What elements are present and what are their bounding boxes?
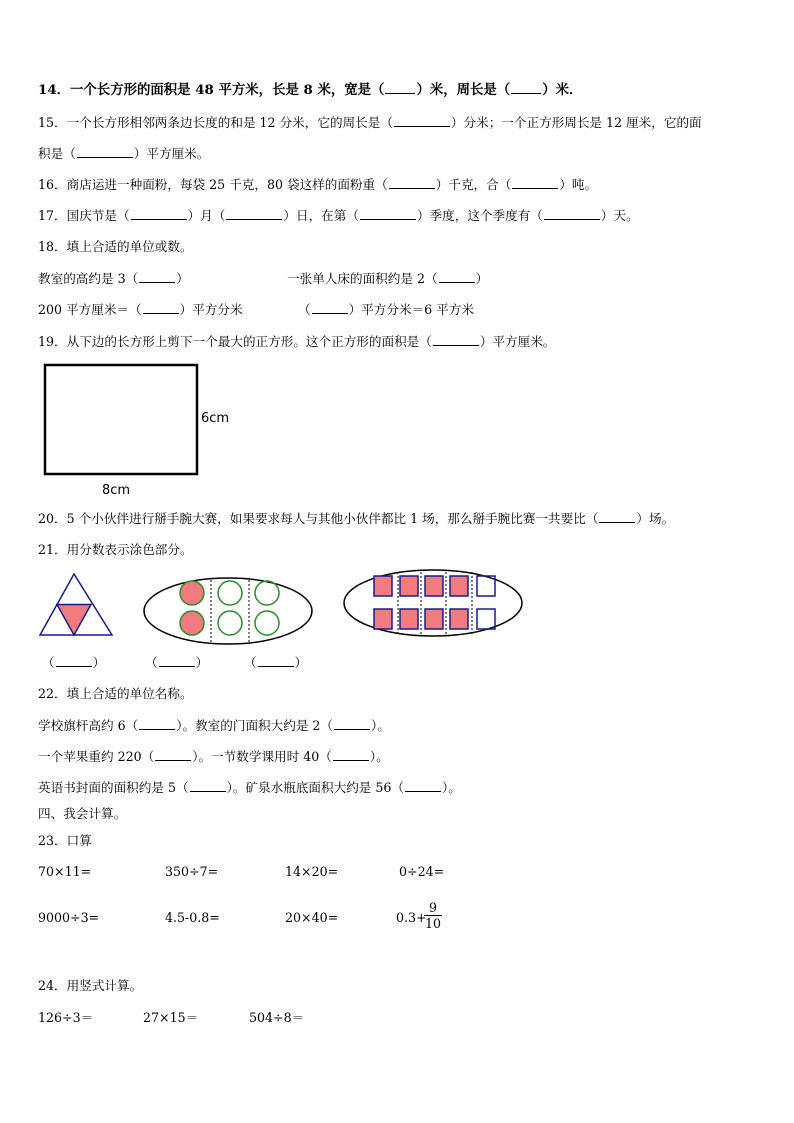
empty-circle — [255, 581, 279, 605]
empty-circle — [255, 611, 279, 635]
q15-blank-1[interactable] — [394, 115, 450, 127]
shaded-square — [425, 609, 443, 629]
q14-text-1: 一个长方形的面积是 48 平方米，长是 8 米，宽是（ — [70, 82, 385, 98]
q16-text-1: 商店运进一种面粉，每袋 25 千克，80 袋这样的面粉重（ — [66, 177, 388, 192]
q20-number: 20． — [38, 511, 67, 526]
q21-a2-open: （ — [145, 655, 158, 670]
q21-number: 21． — [38, 542, 67, 557]
q14-blank-width[interactable] — [385, 82, 415, 94]
q23-item[interactable]: 9000÷3= — [38, 910, 100, 925]
question-16 — [38, 177, 597, 193]
rectangle-shape — [45, 365, 197, 474]
q21-a1-open: （ — [42, 655, 55, 670]
q14-blank-perimeter[interactable] — [511, 82, 541, 94]
question-24 — [38, 978, 142, 994]
q18-item-a — [38, 271, 189, 287]
q18-item-c — [38, 302, 243, 318]
q22-title: 填上合适的单位名称。 — [66, 686, 193, 701]
q22-number: 22． — [38, 686, 67, 701]
shaded-square — [374, 609, 392, 629]
q21-a1-close: ） — [92, 655, 106, 670]
q23-item[interactable]: 0.3+ — [396, 910, 427, 925]
q22-row-1 — [38, 718, 390, 734]
fraction-denominator: 10 — [424, 916, 442, 931]
shaded-square — [450, 609, 468, 629]
q24-number: 24． — [38, 978, 67, 993]
height-label: 6cm — [201, 411, 230, 426]
q14-text-3: ）米． — [542, 82, 583, 98]
q18-d-blank[interactable] — [312, 302, 348, 314]
q22-r3-text-1: 英语书封面的面积约是 5（ — [38, 780, 189, 795]
q22-r1-text-3: ）。 — [371, 718, 390, 733]
shaded-square — [400, 576, 418, 596]
question-18 — [38, 239, 193, 255]
q21-a3-open: （ — [244, 655, 257, 670]
q18-title: 填上合适的单位或数。 — [66, 239, 193, 254]
q19-text-2: ）平方厘米。 — [479, 334, 556, 349]
q17-blank-3[interactable] — [360, 208, 416, 220]
question-15 — [38, 115, 702, 131]
question-23 — [38, 833, 92, 849]
q18-d-open: （ — [298, 302, 311, 317]
q22-r3-text-2: ）。矿泉水瓶底面积大约是 56（ — [226, 780, 405, 795]
q15-text-3: 积是（ — [38, 146, 76, 161]
section-4-heading: 四、我会计算。 — [38, 806, 127, 821]
question-14 — [38, 82, 582, 98]
q18-number: 18． — [38, 239, 67, 254]
q18-a-close: ） — [176, 271, 189, 286]
q20-text-2: ）场。 — [636, 511, 675, 526]
q24-title: 用竖式计算。 — [66, 978, 143, 993]
squares-oval-figure — [344, 570, 522, 636]
q19-number: 19． — [38, 334, 67, 349]
q17-text-1: 国庆节是（ — [66, 208, 130, 223]
q15-number: 15． — [38, 115, 67, 130]
q21-blank-1[interactable] — [56, 655, 92, 667]
q15-text-1: 一个长方形相邻两条边长度的和是 12 分米，它的周长是（ — [66, 115, 393, 130]
q17-text-4: ）季度，这个季度有（ — [416, 208, 543, 223]
question-17 — [38, 208, 639, 224]
shaded-circle — [180, 581, 204, 605]
q24-item[interactable]: 126÷3＝ — [38, 1010, 94, 1025]
q16-blank-1[interactable] — [389, 177, 435, 189]
q18-a-text: 教室的高约是 3（ — [38, 271, 139, 286]
q18-c-blank[interactable] — [143, 302, 179, 314]
q21-a3-close: ） — [294, 655, 308, 670]
question-15-line-2 — [38, 146, 209, 162]
q20-text-1: 5 个小伙伴进行掰手腕大赛，如果要求每人与其他小伙伴都比 1 场，那么掰手腕比赛一共要比（ — [66, 511, 599, 526]
q23-item[interactable]: 350÷7= — [165, 864, 219, 879]
q14-text-2: ）米，周长是（ — [416, 82, 511, 98]
q23-item[interactable]: 0÷24= — [399, 864, 445, 879]
empty-square — [477, 609, 495, 629]
q24-item[interactable]: 27×15＝ — [143, 1010, 199, 1025]
q18-b-blank[interactable] — [439, 271, 475, 283]
q17-text-2: ）月（ — [187, 208, 226, 223]
q21-answer-2 — [145, 655, 208, 671]
q18-b-close: ） — [475, 271, 489, 286]
shaded-circle — [180, 611, 204, 635]
q18-c-text: 200 平方厘米＝（ — [38, 302, 142, 317]
question-20 — [38, 511, 674, 527]
q15-text-4: ）平方厘米。 — [133, 146, 210, 161]
empty-circle — [218, 611, 242, 635]
shaded-square — [450, 576, 468, 596]
shaded-square — [400, 609, 418, 629]
q24-item[interactable]: 504÷8＝ — [249, 1010, 305, 1025]
q23-item[interactable]: 14×20= — [285, 864, 339, 879]
q22-r2-blank-2[interactable] — [333, 749, 369, 761]
q22-r2-text-1: 一个苹果重约 220（ — [38, 749, 155, 764]
q21-blank-3[interactable] — [258, 655, 294, 667]
q15-blank-2[interactable] — [77, 146, 133, 158]
q18-a-blank[interactable] — [139, 271, 175, 283]
q21-title: 用分数表示涂色部分。 — [66, 542, 193, 557]
q22-r1-text-2: ）。教室的门面积大约是 2（ — [176, 718, 334, 733]
q16-number: 16． — [38, 177, 67, 192]
q22-r1-text-1: 学校旗杆高约 6（ — [38, 718, 139, 733]
q22-r3-blank-1[interactable] — [190, 780, 226, 792]
empty-circle — [218, 581, 242, 605]
q22-r2-text-3: ）。 — [369, 749, 389, 764]
q15-text-2: ）分米；一个正方形周长是 12 厘米，它的面 — [450, 115, 702, 130]
shaded-square — [425, 576, 443, 596]
question-21 — [38, 542, 193, 558]
q17-blank-4[interactable] — [544, 208, 600, 220]
width-label: 8cm — [102, 483, 131, 498]
q22-r2-text-2: ）。一节数学课用时 40（ — [192, 749, 332, 764]
q18-item-d — [298, 302, 474, 318]
q16-text-2: ）千克，合（ — [435, 177, 512, 192]
q22-r3-blank-2[interactable] — [405, 780, 441, 792]
q22-row-2 — [38, 749, 389, 765]
q21-blank-2[interactable] — [159, 655, 195, 667]
q22-r1-blank-2[interactable] — [334, 718, 370, 730]
q18-item-b — [287, 271, 488, 287]
q19-blank[interactable] — [433, 334, 479, 346]
q20-blank[interactable] — [599, 511, 635, 523]
q17-text-3: ）日，在第（ — [283, 208, 359, 223]
q16-blank-2[interactable] — [512, 177, 558, 189]
q18-c-text-2: ）平方分米 — [179, 302, 243, 317]
shaded-square — [374, 576, 392, 596]
q21-a2-close: ） — [195, 655, 209, 670]
q22-row-3 — [38, 780, 461, 796]
q14-number: 14． — [38, 82, 71, 98]
q16-text-3: ）吨。 — [559, 177, 598, 192]
q18-d-text: ）平方分米＝6 平方米 — [348, 302, 474, 317]
q22-r1-blank-1[interactable] — [139, 718, 175, 730]
q17-number: 17． — [38, 208, 67, 223]
circles-oval-figure — [144, 578, 312, 644]
fraction-numerator: 9 — [428, 900, 437, 915]
q23-number: 23． — [38, 833, 67, 848]
q22-r3-text-3: ）。 — [442, 780, 461, 795]
q23-title: 口算 — [66, 833, 92, 848]
q22-r2-blank-1[interactable] — [155, 749, 191, 761]
q23-item[interactable]: 4.5-0.8= — [165, 910, 220, 925]
question-19 — [38, 334, 555, 350]
q17-blank-2[interactable] — [226, 208, 282, 220]
q23-item[interactable]: 70×11= — [38, 864, 92, 879]
q21-figures — [36, 568, 536, 648]
q17-text-5: ）天。 — [600, 208, 639, 223]
question-22 — [38, 686, 193, 702]
q23-item[interactable]: 20×40= — [285, 910, 339, 925]
q19-text-1: 从下边的长方形上剪下一个最大的正方形。这个正方形的面积是（ — [66, 334, 432, 349]
triangle-figure — [40, 574, 112, 635]
q18-b-text: 一张单人床的面积约是 2（ — [287, 271, 438, 286]
q17-blank-1[interactable] — [131, 208, 187, 220]
shaded-triangle — [57, 605, 91, 636]
q19-rectangle-figure — [36, 358, 246, 500]
q21-answer-1 — [42, 655, 105, 671]
q21-answer-3 — [244, 655, 307, 671]
fraction-9-10 — [424, 900, 442, 931]
